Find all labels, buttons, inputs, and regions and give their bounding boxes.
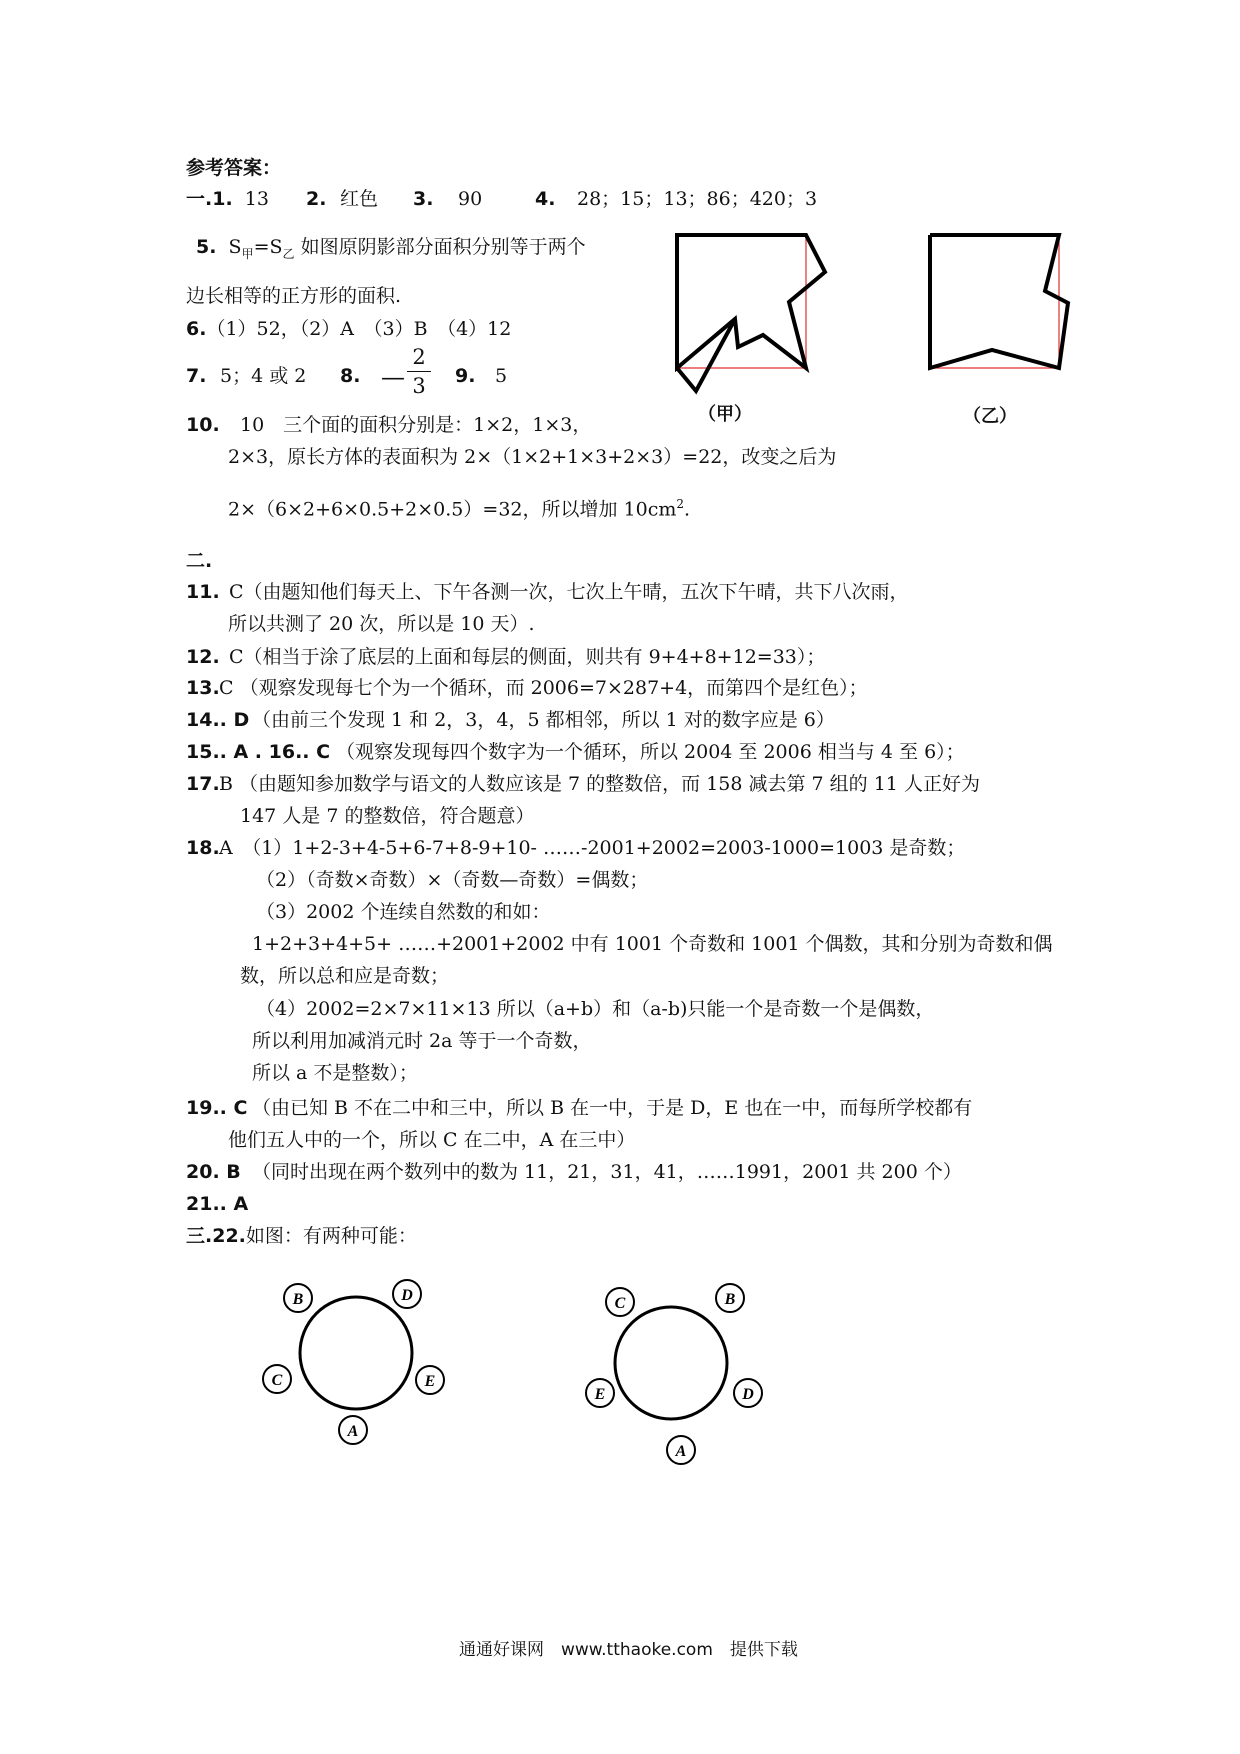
seat-label: D [742,1386,754,1403]
q-num: 21.. A [186,1193,249,1215]
q-num: 14.. D [186,709,250,731]
shape-figures [660,225,1080,425]
answer-text: 边长相等的正方形的面积. [186,285,402,307]
fraction-bar [407,371,431,372]
round-table [615,1307,727,1419]
q-num: 4. [535,188,556,210]
seat-label: E [424,1373,436,1390]
answer-text: A （1）1+2-3+4-5+6-7+8-9+10- ……-2001+2002=2003-1000=1003 是奇数； [219,837,966,859]
answer-text: 1+2+3+4+5+ ……+2001+2002 中有 1001 个奇数和 1001 个偶数，其和分别为奇数和偶 [252,933,1053,955]
answer-text: （1）52，（2）A （3）B （4）12 [206,318,512,340]
q-num: 8. [340,365,361,387]
q-num: 11. [186,581,220,603]
answer-text: （同时出现在两个数列中的数为 11，21，31，41，……1991，2001 共 200 个） [252,1161,962,1183]
answer-text: 147 人是 7 的整数倍，符合题意） [240,805,535,827]
q-num: 2. [306,188,327,210]
q-num: 15.. A . 16.. C [186,741,331,763]
answer-text: S [228,236,242,258]
figure-jia [677,235,825,391]
figure-label-yi: （乙） [963,406,1017,427]
answer-text: （由前三个发现 1 和 2，3，4，5 都相邻，所以 1 对的数字应是 6） [252,709,835,731]
answer-text: 所以 a 不是整数）； [252,1062,418,1084]
fraction [407,345,431,398]
seat-node [339,1416,367,1444]
answer-line-6 [186,318,511,341]
answer-text: （3）2002 个连续自然数的和如： [256,901,551,923]
q-num: 13. [186,677,220,699]
minus-sign: — [381,363,405,391]
figure-yi [930,235,1068,368]
answer-text: （由已知 B 不在二中和三中，所以 B 在一中，于是 D，E 也在一中，而每所学校都有 [252,1097,973,1119]
answer-text: 他们五人中的一个，所以 C 在二中，A 在三中） [228,1129,636,1151]
answer-text: 如图：有两种可能： [245,1225,417,1247]
section-label: 一. [186,188,213,210]
seat-label: B [292,1291,304,1308]
answer-text: 28；15；13；86；420；3 [577,188,818,210]
fraction-numerator: 2 [412,345,426,369]
q-num: 1. [212,188,233,210]
subscript: 甲 [241,247,254,261]
seat-label: E [594,1386,606,1403]
seat-label: A [675,1443,687,1460]
q-num: 18. [186,837,220,859]
answer-line-22 [186,1225,417,1248]
outline-yi [930,235,1068,368]
answer-text: 2×（6×2+6×0.5+2×0.5）=32，所以增加 10cm [228,498,677,521]
seat-node [606,1288,634,1316]
answer-text: 所以利用加减消元时 2a 等于一个奇数， [252,1030,592,1052]
answer-text: =S [253,236,283,258]
q-num: 12. [186,646,220,668]
page-heading: 参考答案： [186,157,282,179]
answer-text: （2）（奇数×奇数）×（奇数—奇数）=偶数； [256,869,649,891]
seat-label: B [724,1291,736,1308]
answer-text: （4）2002=2×7×11×13 所以（a+b）和（a-b)只能一个是奇数一个是偶数， [256,998,935,1020]
seat-node [416,1366,444,1394]
q-num: 10. [186,414,220,436]
outline-jia [677,235,825,368]
answer-text: C （观察发现每七个为一个循环，而 2006=7×287+4，而第四个是红色）； [219,677,868,699]
q-num: 19.. C [186,1097,248,1119]
q-num: 3. [413,188,434,210]
seat-node [716,1284,744,1312]
answer-line-10-3 [228,497,690,521]
q-num: 9. [455,365,476,387]
figure-label-jia: （甲） [698,404,752,425]
seat-label: C [614,1295,626,1312]
answer-text: 所以共测了 20 次，所以是 10 天）. [228,613,535,635]
seat-node [734,1379,762,1407]
seat-node [263,1365,291,1393]
circle-diagram-left [250,1275,470,1475]
answer-text: 10 三个面的面积分别是：1×2，1×3， [240,414,592,436]
section-label: 二. [186,550,213,572]
answer-text: 如图原阴影部分面积分别等于两个 [300,236,586,258]
section-label: 三. [186,1225,213,1247]
q-num: 5. [196,236,217,258]
answer-text: 数，所以总和应是奇数； [240,965,450,987]
answer-text: 13 [244,188,269,210]
answer-text: B （由题知参加数学与语文的人数应该是 7 的整数倍，而 158 减去第 7 组的 11 人正好为 [219,773,980,795]
answer-text: （观察发现每四个数字为一个循环，所以 2004 至 2006 相当与 4 至 6）； [336,741,965,763]
seat-label: A [347,1423,359,1440]
q-num: 7. [186,365,207,387]
answer-text: 2×3，原长方体的表面积为 2×（1×2+1×3+2×3）=22，改变之后为 [228,446,837,468]
answer-line-5 [196,236,586,259]
page-footer: 通通好课网 www.tthaoke.com 提供下载 [459,1640,798,1660]
answer-text: 5 [495,365,508,387]
fraction-denominator: 3 [412,374,426,398]
q-num: 20. B [186,1161,241,1183]
answer-text: 红色 [340,188,379,210]
answer-text: C（相当于涂了底层的上面和每层的侧面，则共有 9+4+8+12=33）； [229,646,826,668]
seat-label: C [271,1372,283,1389]
answer-text: 90 [458,188,483,210]
seat-node [667,1436,695,1464]
seat-node [393,1280,421,1308]
round-table [300,1297,412,1409]
answer-text: 5；4 或 2 [220,365,307,387]
subscript: 乙 [282,247,295,261]
answer-text: C（由题知他们每天上、下午各测一次，七次上午晴，五次下午晴，共下八次雨， [229,581,909,603]
seat-node [284,1284,312,1312]
q-num: 17. [186,773,220,795]
circle-diagram-right [565,1275,795,1495]
answer-line-1-4 [186,188,269,211]
answer-text: . [684,498,691,521]
superscript: 2 [676,497,685,511]
q-num: 6. [186,318,207,340]
seat-label: D [401,1287,413,1304]
q-num: 22. [212,1225,246,1247]
seat-node [586,1379,614,1407]
